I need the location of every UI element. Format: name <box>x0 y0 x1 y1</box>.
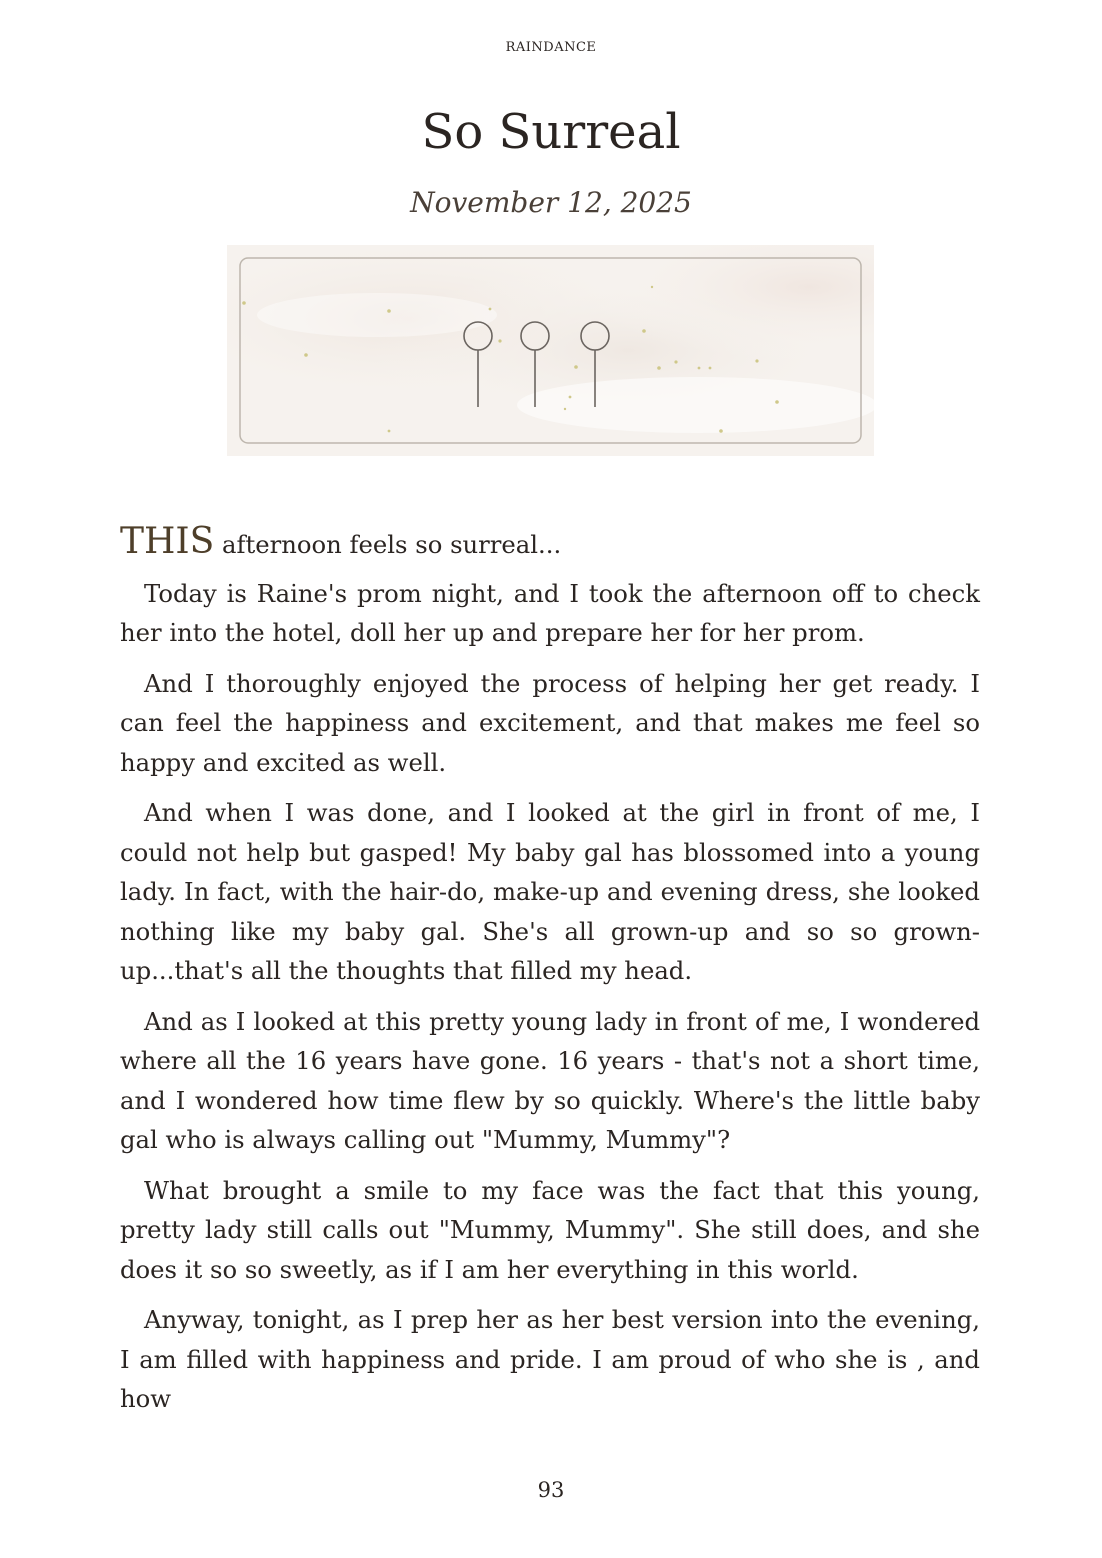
chapter-date: November 12, 2025 <box>410 186 692 219</box>
opening-line: afternoon feels so surreal... <box>214 530 562 559</box>
paragraph: And when I was done, and I looked at the girl in front of me, I could not help but gasped! My baby gal has blossomed into a young lady. In fact, with the hair-do, make-up and evening dress, she looked nothing like my baby gal. She's all grown-up and so so grown-up...that's all the thoughts that filled my head. <box>120 798 980 985</box>
body-text <box>120 522 980 1430</box>
paragraph: And as I looked at this pretty young lady in front of me, I wondered where all the 16 years have gone. 16 years - that's not a short time, and I wondered how time flew by so quickly. Where's the little baby gal who is always calling out "Mummy, Mummy"? <box>120 1006 980 1154</box>
page-number: 93 <box>537 1478 565 1502</box>
paragraph: Anyway, tonight, as I prep her as her best version into the evening, I am filled with happiness and pride. I am proud of who she is , and how <box>120 1305 980 1413</box>
three-pins-ornament-icon <box>227 245 874 456</box>
drop-cap: THIS <box>120 521 215 562</box>
paragraph: Today is Raine's prom night, and I took the afternoon off to check her into the hotel, doll her up and prepare her for her prom. <box>120 578 980 647</box>
chapter-title: So Surreal <box>421 104 681 160</box>
paragraph: What brought a smile to my face was the fact that this young, pretty lady still calls out "Mummy, Mummy". She still does, and she does it so so sweetly, as if I am her everything in this world. <box>120 1175 980 1284</box>
running-head: RAINDANCE <box>505 40 597 55</box>
opening-paragraph <box>120 522 980 565</box>
paragraph: And I thoroughly enjoyed the process of helping her get ready. I can feel the happiness and excitement, and that makes me feel so happy and excited as well. <box>120 668 980 777</box>
